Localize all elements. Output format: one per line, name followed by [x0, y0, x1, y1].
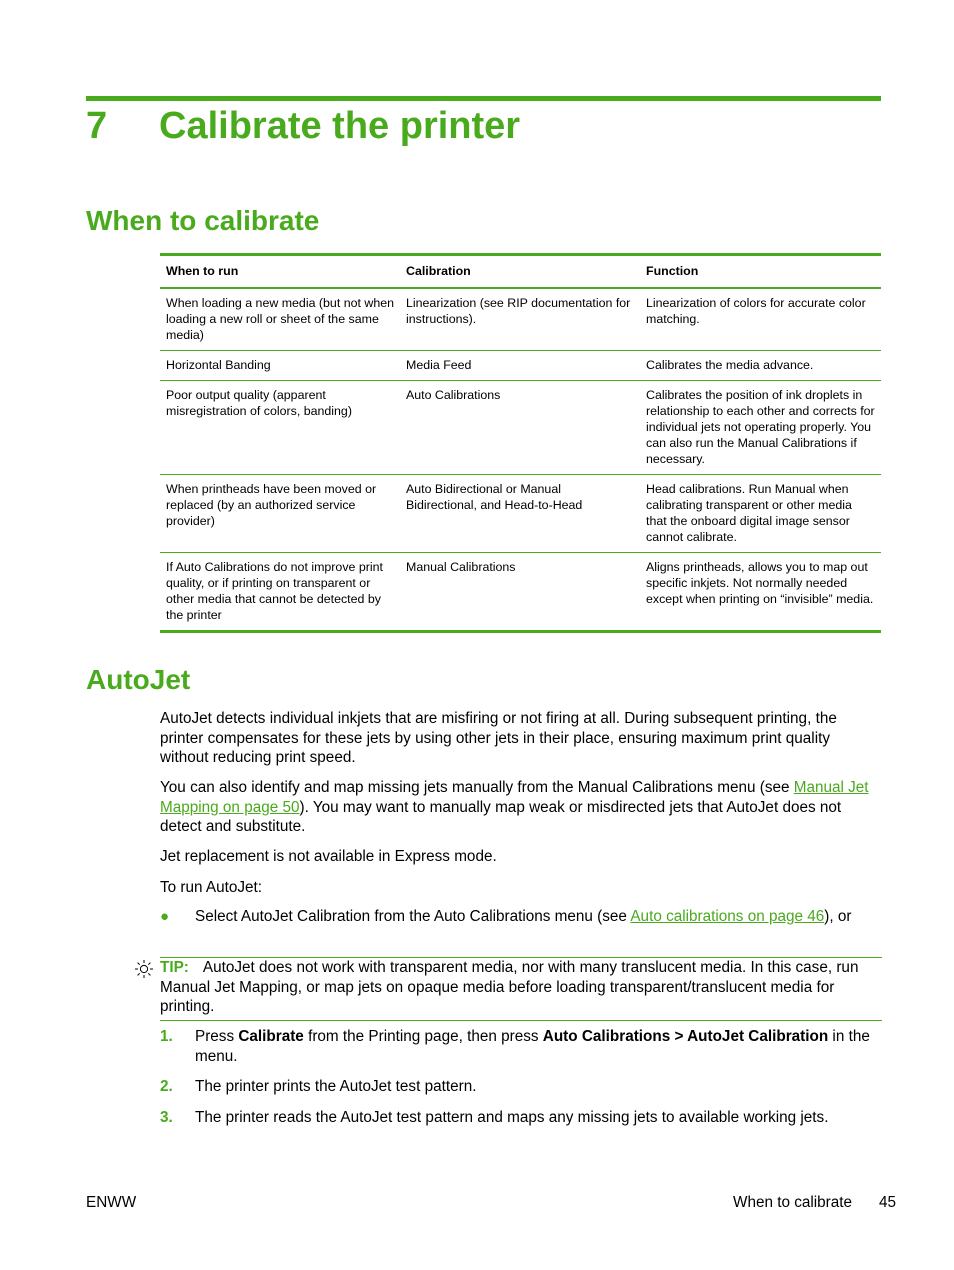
table-cell: Auto Calibrations	[400, 381, 640, 475]
table-header: Function	[640, 255, 881, 289]
table-header-row	[160, 255, 881, 289]
paragraph-text: You can also identify and map missing jets manually from the Manual Calibrations menu (see	[160, 779, 794, 796]
auto-calibrations-link[interactable]: Auto calibrations on page 46	[630, 908, 825, 925]
section-heading-when-to-calibrate: When to calibrate	[86, 205, 320, 236]
table-row	[160, 553, 881, 632]
table-cell: Poor output quality (apparent misregistration of colors, banding)	[160, 381, 400, 475]
step-text	[195, 1027, 882, 1066]
table-cell: Calibrates the position of ink droplets in relationship to each other and corrects for individual jets not operating properly. You can also run the Manual Calibrations if necessary.	[640, 381, 881, 475]
calibration-table	[160, 253, 881, 633]
step-text: The printer reads the AutoJet test pattern and maps any missing jets to available working jets.	[195, 1109, 829, 1126]
table-cell: Linearization of colors for accurate color matching.	[640, 288, 881, 351]
bullet-text-part: ), or	[824, 908, 852, 925]
table-cell: Calibrates the media advance.	[640, 351, 881, 381]
chapter-title	[86, 100, 520, 152]
manual-jet-mapping-link[interactable]: Manual Jet Mapping on page 50	[160, 779, 869, 816]
autojet-paragraph-2	[160, 778, 882, 837]
table-cell: If Auto Calibrations do not improve print quality, or if printing on transparent or other media that cannot be detected by the printer	[166, 560, 383, 622]
bullet-icon: ●	[160, 908, 170, 925]
table-row	[160, 381, 881, 475]
table-cell: Head calibrations. Run Manual when calibrating transparent or other media that the onboard digital image sensor cannot calibrate.	[640, 475, 881, 553]
table-cell: Horizontal Banding	[160, 351, 400, 381]
table-cell: Auto Bidirectional or Manual Bidirectional, and Head-to-Head	[400, 475, 640, 553]
table-cell: Aligns printheads, allows you to map out specific inkjets. Not normally needed except when printing on “invisible” media.	[646, 560, 874, 606]
step-number: 2.	[160, 1078, 173, 1095]
step-text-part: Press	[195, 1028, 239, 1045]
step-number: 3.	[160, 1109, 173, 1126]
table-header: When to run	[160, 255, 400, 289]
table-cell: When printheads have been moved or replaced (by an authorized service provider)	[160, 475, 400, 553]
step-number: 1.	[160, 1028, 173, 1045]
tip-text: AutoJet does not work with transparent media, nor with many translucent media. In this case, run Manual Jet Mapping, or map jets on opaque media before loading transparent/translucent media for printing.	[160, 959, 859, 1015]
footer-section: When to calibrate	[733, 1194, 853, 1211]
table-row	[160, 475, 881, 553]
bullet-text	[195, 907, 882, 927]
step-text-part: in the menu.	[195, 1028, 870, 1065]
step-bold-text: Calibrate	[238, 1028, 304, 1045]
table-cell: When loading a new media (but not when loading a new roll or sheet of the same media)	[160, 288, 400, 351]
chapter-number: 7	[86, 105, 108, 147]
table-cell: Linearization (see RIP documentation for instructions).	[400, 288, 640, 351]
autojet-paragraph-3: Jet replacement is not available in Express mode.	[160, 848, 497, 865]
table-cell: Manual Calibrations	[406, 560, 516, 574]
step-text-part: from the Printing page, then press	[303, 1028, 543, 1045]
chapter-title-text: Calibrate the printer	[159, 105, 521, 147]
tip-box	[160, 957, 882, 1021]
autojet-paragraph-1: AutoJet detects individual inkjets that are misfiring or not firing at all. During subsequent printing, the printer compensates for these jets by using other jets in their place, ensuring maximum print quality without reducing print speed.	[160, 710, 837, 766]
table-row	[160, 351, 881, 381]
bullet-text-part: Select AutoJet Calibration from the Auto Calibrations menu (see	[195, 908, 631, 925]
autojet-paragraph-4: To run AutoJet:	[160, 879, 263, 896]
table-row	[160, 288, 881, 351]
tip-label: TIP:	[160, 959, 189, 976]
step-text: The printer prints the AutoJet test pattern.	[195, 1078, 477, 1095]
lightbulb-icon	[134, 959, 154, 979]
table-cell: Media Feed	[400, 351, 640, 381]
paragraph-text: ). You may want to manually map weak or misdirected jets that AutoJet does not detect and substitute.	[160, 798, 842, 835]
step-bold-text: Auto Calibrations > AutoJet Calibration	[542, 1028, 829, 1045]
footer-left: ENWW	[86, 1194, 137, 1211]
section-heading-autojet: AutoJet	[86, 664, 191, 695]
table-header: Calibration	[400, 255, 640, 289]
page-number: 45	[879, 1194, 897, 1211]
